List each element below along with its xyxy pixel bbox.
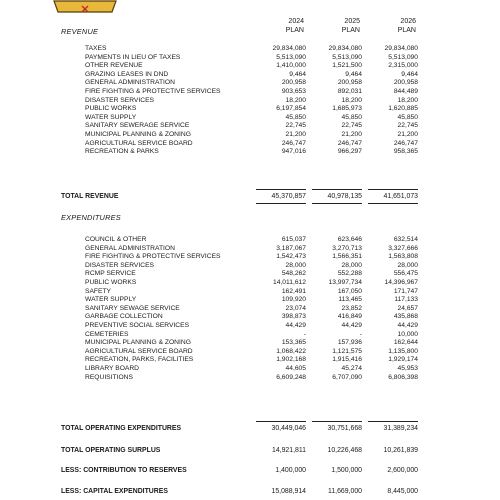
- summary-value-2025: 30,751,668: [327, 425, 362, 432]
- expenditure-value-2026: 632,514: [393, 236, 418, 243]
- expenditure-row: [0, 356, 500, 365]
- expenditure-value-2026: 28,000: [397, 261, 418, 269]
- revenue-row-label: RECREATION & PARKS: [85, 148, 159, 156]
- revenue-row: [0, 114, 500, 123]
- revenue-value-2026: 844,489: [393, 88, 418, 95]
- expenditure-row-label: WATER SUPPLY: [85, 296, 137, 304]
- revenue-value-2026: 958,365: [393, 148, 418, 156]
- expenditure-value-2024: 548,262: [281, 270, 306, 278]
- revenue-row: [0, 54, 500, 63]
- expenditure-value-2024: 615,037: [281, 236, 306, 243]
- expenditure-row-label: RECREATION, PARKS, FACILITIES: [85, 356, 194, 364]
- total-revenue-row: [0, 192, 500, 202]
- summary-label: LESS: CONTRIBUTION TO RESERVES: [61, 467, 187, 474]
- revenue-row-label: PUBLIC WORKS: [85, 105, 137, 113]
- revenue-value-2026: 200,958: [393, 79, 418, 87]
- summary-row-capital-expenditures: [0, 487, 500, 497]
- section-title-expenditures: EXPENDITURES: [61, 213, 121, 222]
- expenditure-row-label: CEMETERIES: [85, 330, 129, 338]
- header-plan: PLAN: [397, 26, 416, 34]
- revenue-value-2026: 21,200: [397, 131, 418, 138]
- revenue-row-label: DISASTER SERVICES: [85, 96, 155, 104]
- revenue-value-2024: 6,197,854: [276, 105, 306, 113]
- expenditure-value-2024: 162,491: [281, 287, 306, 295]
- expenditure-row: [0, 348, 500, 357]
- revenue-value-2026: 2,315,000: [388, 62, 418, 70]
- summary-label: LESS: CAPITAL EXPENDITURES: [61, 488, 168, 495]
- expenditure-row: [0, 339, 500, 348]
- expenditure-value-2026: 45,953: [397, 365, 418, 372]
- revenue-value-2026: 246,747: [393, 139, 418, 147]
- header-plan: PLAN: [285, 26, 304, 34]
- summary-row-operating-surplus: [0, 446, 500, 456]
- revenue-row-label: GENERAL ADMINISTRATION: [85, 79, 175, 87]
- expenditure-value-2024: 1,068,422: [276, 347, 306, 355]
- revenue-row: [0, 79, 500, 88]
- revenue-row-label: OTHER REVENUE: [85, 62, 143, 70]
- revenue-value-2026: 5,513,090: [388, 53, 418, 61]
- revenue-value-2026: 29,834,080: [384, 45, 418, 52]
- revenue-value-2025: 18,200: [341, 96, 362, 104]
- summary-value-2024: 1,400,000: [275, 467, 306, 474]
- revenue-row: [0, 97, 500, 106]
- total-revenue-label: TOTAL REVENUE: [61, 193, 119, 200]
- expenditure-row: [0, 262, 500, 271]
- revenue-row: [0, 71, 500, 80]
- expenditure-value-2026: 1,563,808: [388, 253, 418, 261]
- summary-value-2026: 2,600,000: [387, 467, 418, 474]
- revenue-row-label: PAYMENTS IN LIEU OF TAXES: [85, 53, 181, 61]
- expenditure-value-2025: 6,707,090: [332, 373, 362, 381]
- expenditure-value-2025: -: [359, 330, 362, 338]
- expenditure-value-2026: 44,429: [397, 322, 418, 329]
- expenditure-row-label: LIBRARY BOARD: [85, 365, 140, 372]
- column-header-2024: [264, 18, 304, 35]
- opex-rule-2026: [368, 421, 418, 422]
- expenditure-row-label: AGRICULTURAL SERVICE BOARD: [85, 347, 193, 355]
- summary-value-2025: 1,500,000: [331, 467, 362, 474]
- revenue-row: [0, 122, 500, 131]
- revenue-value-2024: 200,958: [281, 79, 306, 87]
- revenue-row: [0, 148, 500, 157]
- expenditure-value-2024: 398,873: [281, 313, 306, 321]
- expenditure-row: [0, 279, 500, 288]
- expenditure-row-label: SANITARY SEWAGE SERVICE: [85, 304, 180, 312]
- expenditure-value-2026: 435,868: [393, 313, 418, 321]
- expenditure-row: [0, 245, 500, 254]
- revenue-value-2026: 22,745: [397, 122, 418, 130]
- revenue-row-label: FIRE FIGHTING & PROTECTIVE SERVICES: [85, 88, 221, 95]
- revenue-value-2026: 1,620,885: [388, 105, 418, 113]
- expenditure-row-label: COUNCIL & OTHER: [85, 236, 147, 243]
- expenditure-row: [0, 288, 500, 297]
- total-underline-2024: [256, 203, 306, 204]
- expenditure-value-2024: 44,429: [285, 322, 306, 329]
- header-year: 2025: [344, 18, 360, 25]
- total-underline-2026: [368, 203, 418, 204]
- expenditure-value-2024: -: [303, 330, 306, 338]
- revenue-row: [0, 62, 500, 71]
- summary-value-2025: 10,226,468: [327, 447, 362, 454]
- expenditure-value-2024: 1,542,473: [276, 253, 306, 261]
- total-revenue-2025: 40,978,135: [327, 193, 362, 200]
- expenditure-value-2026: 6,806,398: [388, 373, 418, 381]
- expenditure-value-2026: 556,475: [393, 270, 418, 278]
- expenditure-row: [0, 331, 500, 340]
- column-header-2025: [320, 18, 360, 35]
- expenditure-value-2025: 28,000: [341, 261, 362, 269]
- revenue-value-2025: 9,464: [345, 70, 362, 78]
- total-underline-2025: [312, 203, 362, 204]
- expenditure-row: [0, 305, 500, 314]
- expenditure-row: [0, 322, 500, 331]
- summary-value-2025: 11,669,000: [328, 488, 362, 495]
- expenditure-row: [0, 313, 500, 322]
- expenditure-row-label: FIRE FIGHTING & PROTECTIVE SERVICES: [85, 253, 221, 261]
- expenditure-row: [0, 365, 500, 374]
- summary-value-2024: 30,449,046: [271, 425, 306, 432]
- revenue-value-2025: 1,521,500: [332, 62, 362, 70]
- revenue-value-2024: 246,747: [281, 139, 306, 147]
- total-rule-2024: [256, 189, 306, 190]
- revenue-row-label: MUNICIPAL PLANNING & ZONING: [85, 131, 191, 138]
- revenue-value-2024: 22,745: [285, 122, 306, 130]
- expenditure-value-2024: 1,902,168: [276, 356, 306, 364]
- header-year: 2026: [400, 18, 416, 25]
- expenditure-row-label: RCMP SERVICE: [85, 270, 136, 278]
- revenue-row: [0, 88, 500, 97]
- expenditure-value-2026: 14,396,967: [384, 279, 418, 286]
- expenditure-value-2024: 3,187,067: [276, 244, 306, 252]
- revenue-value-2026: 18,200: [397, 96, 418, 104]
- expenditure-value-2025: 157,936: [337, 339, 362, 347]
- summary-row-operating-expenditures: [0, 424, 500, 434]
- expenditure-value-2024: 6,609,248: [276, 373, 306, 381]
- revenue-value-2025: 892,031: [337, 88, 362, 95]
- expenditure-value-2026: 117,133: [394, 296, 418, 304]
- expenditure-value-2025: 13,997,734: [328, 279, 362, 286]
- revenue-value-2025: 966,297: [337, 148, 362, 156]
- expenditure-value-2024: 44,605: [285, 365, 306, 372]
- expenditure-row-label: SAFETY: [85, 287, 112, 295]
- revenue-row: [0, 131, 500, 140]
- revenue-value-2025: 246,747: [337, 139, 362, 147]
- expenditure-row: [0, 296, 500, 305]
- expenditure-value-2024: 14,011,612: [273, 279, 306, 286]
- revenue-value-2024: 21,200: [285, 131, 306, 138]
- expenditure-value-2024: 153,365: [281, 339, 306, 347]
- expenditure-value-2025: 1,915,416: [332, 356, 362, 364]
- expenditure-value-2025: 623,646: [337, 236, 362, 243]
- summary-value-2026: 8,445,000: [387, 488, 418, 495]
- opex-rule-2025: [312, 421, 362, 422]
- revenue-row-label: WATER SUPPLY: [85, 113, 137, 121]
- expenditure-value-2026: 10,000: [397, 330, 418, 338]
- revenue-value-2024: 903,653: [281, 88, 306, 95]
- revenue-value-2024: 18,200: [285, 96, 306, 104]
- revenue-row: [0, 45, 500, 54]
- expenditure-value-2025: 44,429: [341, 322, 362, 329]
- expenditure-value-2026: 162,644: [393, 339, 418, 347]
- revenue-row-label: TAXES: [85, 45, 107, 52]
- revenue-row: [0, 105, 500, 114]
- revenue-value-2025: 1,685,973: [332, 105, 362, 113]
- expenditure-row: [0, 236, 500, 245]
- expenditure-row-label: GENERAL ADMINISTRATION: [85, 244, 175, 252]
- revenue-value-2025: 22,745: [341, 122, 362, 130]
- municipal-logo: [52, 0, 118, 14]
- expenditure-value-2025: 1,566,351: [332, 253, 362, 261]
- expenditure-value-2024: 28,000: [285, 261, 306, 269]
- expenditure-value-2026: 171,747: [393, 287, 418, 295]
- expenditure-value-2026: 24,657: [397, 304, 418, 312]
- section-title-revenue: REVENUE: [61, 27, 99, 36]
- revenue-value-2024: 45,850: [285, 113, 306, 121]
- expenditure-value-2026: 1,135,800: [388, 347, 418, 355]
- opex-rule-2024: [256, 421, 306, 422]
- expenditure-row-label: MUNICIPAL PLANNING & ZONING: [85, 339, 191, 347]
- expenditure-value-2026: 3,327,666: [388, 244, 418, 252]
- revenue-value-2025: 29,834,080: [328, 45, 362, 52]
- summary-label: TOTAL OPERATING EXPENDITURES: [61, 425, 182, 432]
- header-year: 2024: [288, 18, 304, 25]
- revenue-value-2025: 45,850: [341, 113, 362, 121]
- summary-row-contribution-reserves: [0, 466, 500, 476]
- revenue-row-label: SANITARY SEWERAGE SERVICE: [85, 122, 190, 130]
- header-plan: PLAN: [341, 26, 360, 34]
- expenditure-row-label: PREVENTIVE SOCIAL SERVICES: [85, 322, 190, 329]
- total-revenue-2024: 45,370,857: [271, 193, 306, 200]
- revenue-value-2025: 5,513,090: [332, 53, 362, 61]
- revenue-value-2024: 1,410,000: [276, 62, 306, 70]
- expenditure-value-2025: 23,852: [341, 304, 362, 312]
- expenditure-value-2026: 1,929,174: [388, 356, 418, 364]
- expenditure-row-label: DISASTER SERVICES: [85, 261, 155, 269]
- summary-value-2024: 14,921,811: [272, 447, 306, 454]
- revenue-value-2024: 9,464: [289, 70, 306, 78]
- column-header-2026: [376, 18, 416, 35]
- expenditure-value-2024: 109,920: [281, 296, 306, 304]
- expenditure-value-2025: 113,465: [338, 296, 362, 304]
- revenue-value-2024: 947,016: [281, 148, 306, 156]
- revenue-value-2025: 21,200: [341, 131, 362, 138]
- expenditure-row: [0, 270, 500, 279]
- expenditure-value-2025: 3,270,713: [332, 244, 362, 252]
- total-revenue-2026: 41,651,073: [383, 193, 418, 200]
- revenue-value-2024: 5,513,090: [276, 53, 306, 61]
- expenditure-row-label: REQUISITIONS: [85, 373, 133, 381]
- expenditure-value-2025: 167,050: [337, 287, 362, 295]
- total-rule-2025: [312, 189, 362, 190]
- revenue-row-label: AGRICULTURAL SERVICE BOARD: [85, 139, 193, 147]
- expenditure-value-2025: 1,121,575: [332, 347, 362, 355]
- revenue-value-2024: 29,834,080: [272, 45, 306, 52]
- summary-value-2026: 31,389,234: [383, 425, 418, 432]
- expenditure-row-label: PUBLIC WORKS: [85, 279, 137, 286]
- revenue-value-2025: 200,958: [337, 79, 362, 87]
- expenditure-row: [0, 374, 500, 383]
- expenditure-value-2025: 416,849: [337, 313, 362, 321]
- revenue-value-2026: 45,850: [397, 113, 418, 121]
- revenue-row: [0, 140, 500, 149]
- summary-value-2024: 15,088,914: [271, 488, 306, 495]
- revenue-value-2026: 9,464: [401, 70, 418, 78]
- expenditure-value-2025: 45,274: [341, 365, 362, 372]
- expenditure-value-2025: 552,288: [337, 270, 362, 278]
- expenditure-row-label: GARBAGE COLLECTION: [85, 313, 163, 321]
- summary-value-2026: 10,261,839: [383, 447, 418, 454]
- revenue-row-label: GRAZING LEASES IN DND: [85, 70, 169, 78]
- expenditure-row: [0, 253, 500, 262]
- expenditure-value-2024: 23,074: [285, 304, 306, 312]
- summary-label: TOTAL OPERATING SURPLUS: [61, 447, 161, 454]
- total-rule-2026: [368, 189, 418, 190]
